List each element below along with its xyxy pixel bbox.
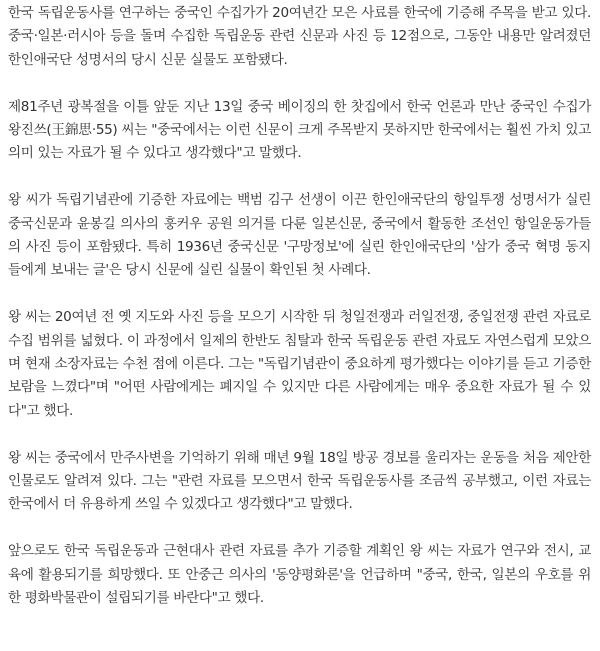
article-paragraph-1: 한국 독립운동사를 연구하는 중국인 수집가가 20여년간 모은 사료를 한국에 기증해 주목을 받고 있다. 중국·일본·러시아 등을 돌며 수집한 독립운동 관련 신문과 사진 등 12점으로, 그동안 내용만 알려졌던 한인애국단 성명서의 당시 신문 실물도 포함됐다. [8,5,591,68]
article-paragraph-5: 왕 씨는 중국에서 만주사변을 기억하기 위해 매년 9월 18일 방공 경보를 울리자는 운동을 처음 제안한 인물로도 알려져 있다. 그는 "관련 자료를 모으면서 한국 독립운동사를 조금씩 공부했고, 이런 자료는 한국에서 더 유용하게 쓰일 수 있겠다고 생각했다"고 말했다. [8,449,591,513]
article-paragraph-2: 제81주년 광복절을 이틀 앞둔 지난 13일 중국 베이징의 한 찻집에서 한국 언론과 만난 중국인 수집가 왕진쓰(王錦思·55) 씨는 "중국에서는 이런 신문이 크게 주목받지 못하지만 한국에서는 훨씬 가치 있고 의미 있는 자료가 될 수 있다고 생각했다"고 말했다. [8,98,591,162]
article-paragraph-3: 왕 씨가 독립기념관에 기증한 자료에는 백범 김구 선생이 이끈 한인애국단의 항일투쟁 성명서가 실린 중국신문과 윤봉길 의사의 훙커우 공원 의거를 다룬 일본신문, 중국에서 활동한 조선인 항일운동가들의 사진 등이 포함됐다. 특히 1936년 중국신문 '구망정보'에 실린 한인애국단의 '삼가 중국 혁명 동지들에게 보내는 글'은 당시 신문에 실린 실물이 확인된 첫 사례다. [8,192,591,279]
article-paragraph-6: 앞으로도 한국 독립운동과 근현대사 관련 자료를 추가 기증할 계획인 왕 씨는 자료가 연구와 전시, 교육에 활용되기를 희망했다. 또 안중근 의사의 '동양평화론'을 언급하며 "중국, 한국, 일본의 우호를 위한 평화박물관이 설립되기를 바란다"고 했다. [8,543,591,607]
article-body [8,2,591,610]
article-paragraph-4: 왕 씨는 20여년 전 옛 지도와 사진 등을 모으기 시작한 뒤 청일전쟁과 러일전쟁, 중일전쟁 관련 자료로 수집 범위를 넓혔다. 이 과정에서 일제의 한반도 침탈과 한국 독립운동 관련 자료도 자연스럽게 모았으며 현재 소장자료는 수천 점에 이른다. 그는 "독립기념관이 중요하게 평가했다는 이야기를 듣고 기증한 보람을 느꼈다"며 "어떤 사람에게는 폐지일 수 있지만 다른 사람에게는 매우 중요한 자료가 될 수 있다"고 했다. [8,309,591,419]
